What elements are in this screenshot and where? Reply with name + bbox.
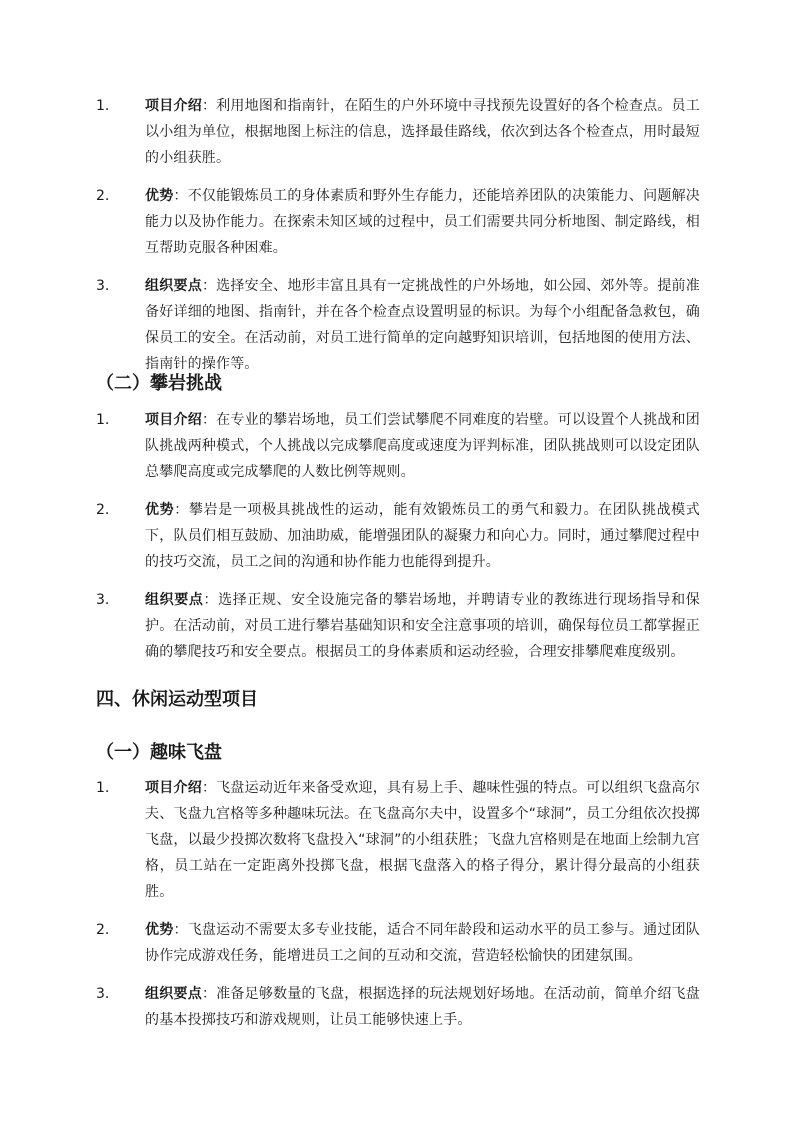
item-label: 项目介绍: [145, 780, 202, 796]
item-text: 选择安全、地形丰富且具有一定挑战性的户外场地，如公园、郊外等。提前准备好详细的地图、指南针，并在各个检查点设置明显的标识。为每个小组配备急救包，确保员工的安全。在活动前，对员工进行简单的定向越野知识培训，包括地图的使用方法、指南针的操作等。: [145, 278, 700, 372]
list-item: [0, 93, 794, 171]
item-number: 2.: [96, 188, 110, 204]
item-number: 1.: [96, 98, 110, 114]
item-separator: ：: [173, 922, 188, 938]
climbing-list: [0, 407, 794, 677]
orienteering-list: [0, 93, 794, 389]
item-body: [145, 407, 700, 485]
item-label: 组织要点: [145, 278, 202, 294]
item-body: [145, 93, 700, 171]
item-separator: ：: [201, 412, 217, 428]
item-body: [145, 273, 700, 377]
item-text: 准备足够数量的飞盘，根据选择的玩法规划好场地。在活动前，简单介绍飞盘的基本投掷技巧和游戏规则，让员工能够快速上手。: [145, 986, 700, 1028]
item-body: [145, 917, 700, 969]
item-number: 3.: [96, 278, 110, 294]
item-separator: ：: [173, 188, 188, 204]
item-separator: ：: [201, 986, 217, 1002]
item-body: [145, 981, 700, 1033]
item-separator: ：: [174, 502, 189, 518]
list-item: [0, 981, 794, 1033]
list-item: [0, 587, 794, 665]
list-item: [0, 775, 794, 905]
item-number: 2.: [96, 502, 110, 518]
item-body: [145, 183, 700, 261]
item-label: 项目介绍: [145, 412, 202, 428]
heading-section4: 四、休闲运动型项目: [96, 689, 258, 710]
item-text: 选择正规、安全设施完备的攀岩场地，并聘请专业的教练进行现场指导和保护。在活动前，对员工进行攀岩基础知识和安全注意事项的培训，确保每位员工都掌握正确的攀爬技巧和安全要点。根据员工的身体素质和运动经验，合理安排攀爬难度级别。: [145, 592, 700, 660]
item-number: 3.: [96, 986, 110, 1002]
item-separator: ：: [201, 780, 217, 796]
item-number: 1.: [96, 412, 110, 428]
item-number: 1.: [96, 780, 110, 796]
item-text: 在专业的攀岩场地，员工们尝试攀爬不同难度的岩壁。可以设置个人挑战和团队挑战两种模式，个人挑战以完成攀爬高度或速度为评判标准，团队挑战则可以设定团队总攀爬高度或完成攀爬的人数比例等规则。: [145, 412, 700, 480]
frisbee-list: [0, 775, 794, 1045]
item-separator: ：: [201, 278, 217, 294]
item-label: 优势: [145, 502, 175, 518]
item-number: 2.: [96, 922, 110, 938]
item-text: 利用地图和指南针，在陌生的户外环境中寻找预先设置好的各个检查点。员工以小组为单位，根据地图上标注的信息，选择最佳路线，依次到达各个检查点，用时最短的小组获胜。: [145, 98, 700, 166]
item-text: 飞盘运动不需要太多专业技能，适合不同年龄段和运动水平的员工参与。通过团队协作完成游戏任务，能增进员工之间的互动和交流，营造轻松愉快的团建氛围。: [145, 922, 700, 964]
item-label: 项目介绍: [145, 98, 202, 114]
list-item: [0, 407, 794, 485]
item-text: 攀岩是一项极具挑战性的运动，能有效锻炼员工的勇气和毅力。在团队挑战模式下，队员们相互鼓励、加油助威，能增强团队的凝聚力和向心力。同时，通过攀爬过程中的技巧交流，员工之间的沟通和协作能力也能得到提升。: [145, 502, 700, 570]
item-body: [145, 497, 700, 575]
list-item: [0, 497, 794, 575]
item-number: 3.: [96, 592, 110, 608]
item-text: 飞盘运动近年来备受欢迎，具有易上手、趣味性强的特点。可以组织飞盘高尔夫、飞盘九宫格等多种趣味玩法。在飞盘高尔夫中，设置多个“球洞”，员工分组依次投掷飞盘，以最少投掷次数将飞盘投入“球洞”的小组获胜；飞盘九宫格则是在地面上绘制九宫格，员工站在一定距离外投掷飞盘，根据飞盘落入的格子得分，累计得分最高的小组获胜。: [145, 780, 700, 900]
item-separator: ：: [203, 592, 219, 608]
item-label: 优势: [145, 188, 174, 204]
list-item: [0, 917, 794, 969]
item-label: 组织要点: [145, 592, 204, 608]
item-label: 组织要点: [145, 986, 202, 1002]
item-label: 优势: [145, 922, 174, 938]
list-item: [0, 183, 794, 261]
item-body: [145, 587, 700, 665]
item-separator: ：: [201, 98, 217, 114]
item-body: [145, 775, 700, 905]
item-text: 不仅能锻炼员工的身体素质和野外生存能力，还能培养团队的决策能力、问题解决能力以及协作能力。在探索未知区域的过程中，员工们需要共同分析地图、制定路线，相互帮助克服各种困难。: [145, 188, 700, 256]
list-item: [0, 273, 794, 377]
heading-climbing: （二）攀岩挑战: [96, 373, 222, 394]
heading-frisbee: （一）趣味飞盘: [96, 742, 222, 763]
